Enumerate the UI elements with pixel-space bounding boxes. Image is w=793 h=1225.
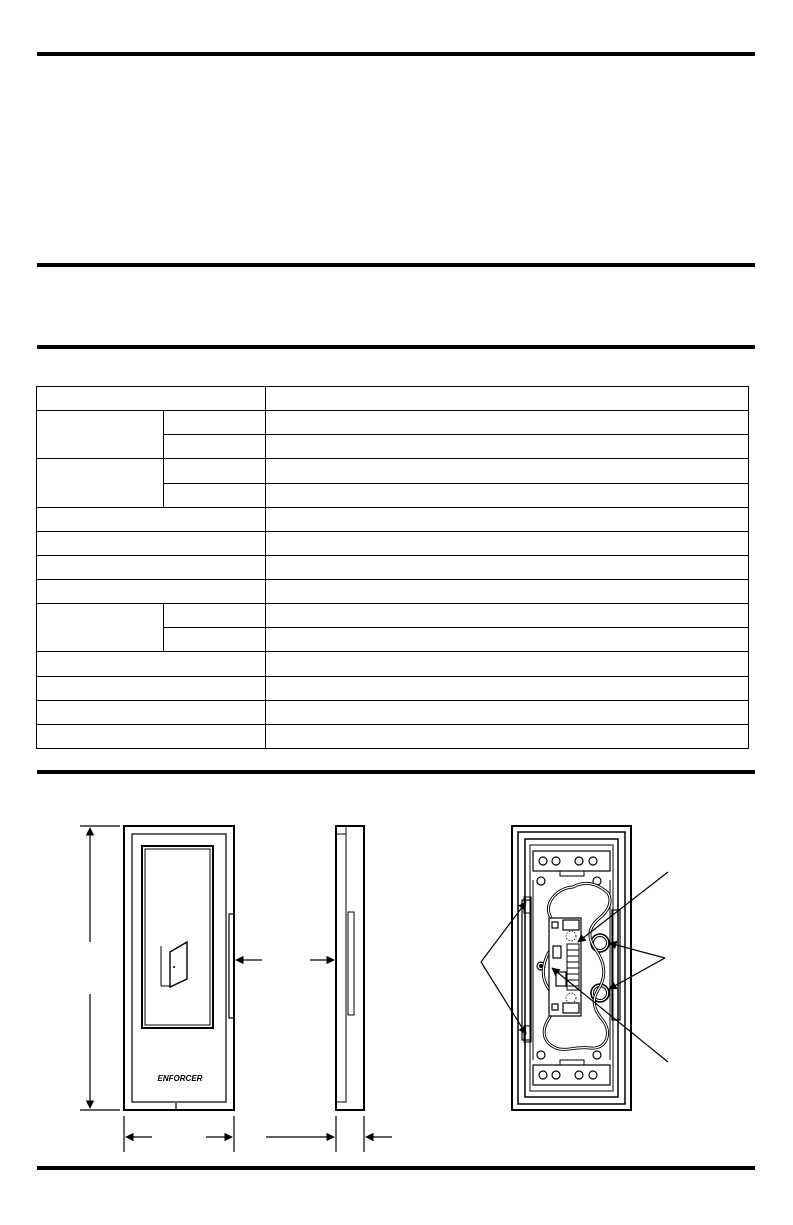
door-icon xyxy=(161,942,187,987)
width-dimension xyxy=(124,1116,234,1152)
depth-dimension xyxy=(266,1116,392,1152)
bottom-section-rule xyxy=(37,1166,755,1170)
height-dimension xyxy=(80,826,120,1110)
terminal-block-icon xyxy=(567,944,579,990)
enforcer-logo: ENFORCER xyxy=(157,1074,203,1083)
side-view xyxy=(336,826,364,1110)
